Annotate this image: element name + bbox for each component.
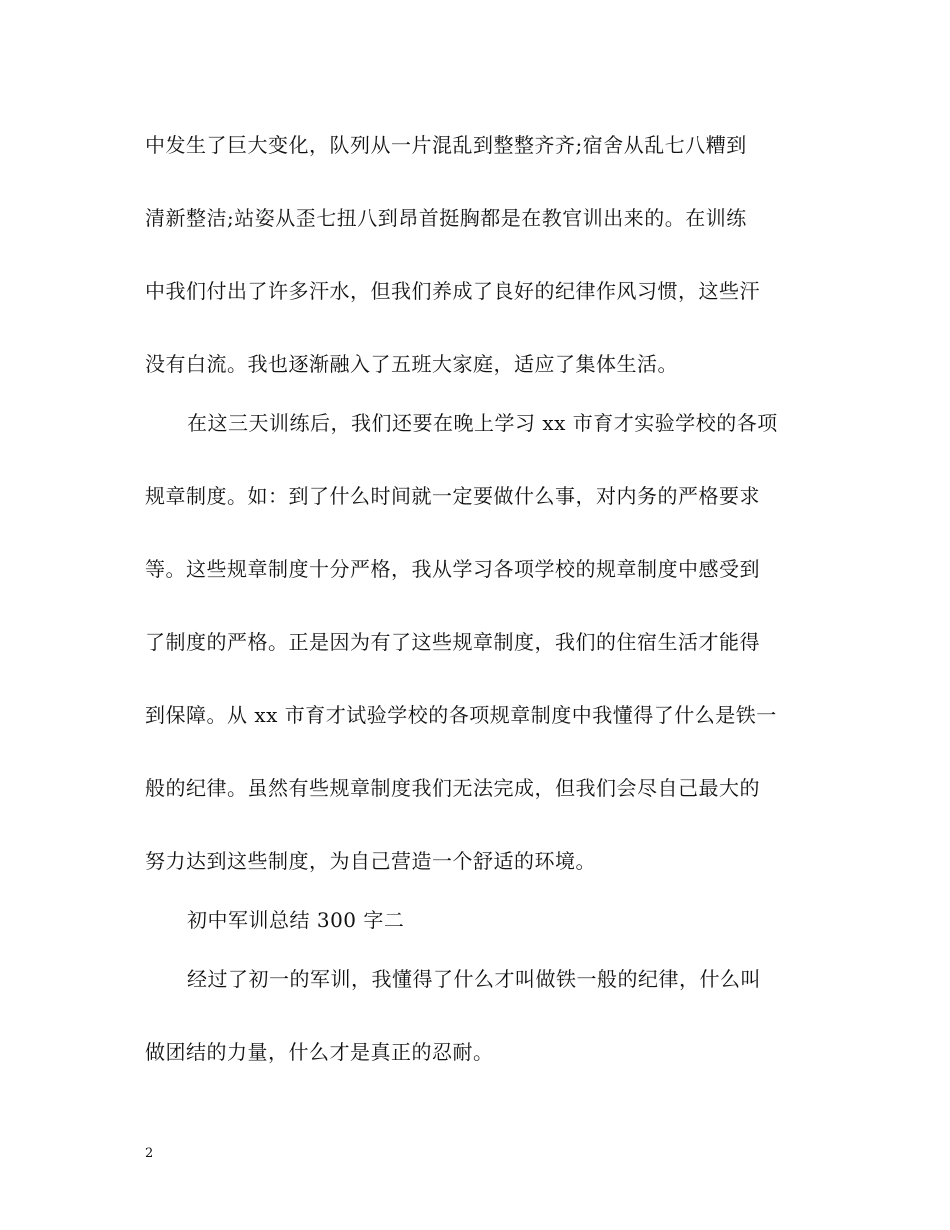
paragraph-3-line-2: 做团结的力量，什么才是真正的忍耐。: [145, 1040, 494, 1064]
paragraph-2-line-5: 到保障。从 xx 市育才试验学校的各项规章制度中我懂得了什么是铁一: [145, 703, 777, 727]
paragraph-2-line-7: 努力达到这些制度，为自己营造一个舒适的环境。: [145, 849, 596, 873]
paragraph-2-line-2: 规章制度。如：到了什么时间就一定要做什么事，对内务的严格要求: [145, 484, 760, 508]
paragraph-1-line-4: 没有白流。我也逐渐融入了五班大家庭，适应了集体生活。: [145, 352, 678, 376]
paragraph-2-line-1: 在这三天训练后，我们还要在晚上学习 xx 市育才实验学校的各项: [187, 411, 778, 435]
paragraph-1-line-2: 清新整洁;站姿从歪七扭八到昂首挺胸都是在教官训出来的。在训练: [145, 206, 747, 230]
paragraph-1-line-1: 中发生了巨大变化，队列从一片混乱到整整齐齐;宿舍从乱七八糟到: [145, 133, 747, 157]
section-heading: 初中军训总结 300 字二: [187, 908, 405, 932]
paragraph-3-line-1: 经过了初一的军训，我懂得了什么才叫做铁一般的纪律，什么叫: [187, 967, 761, 991]
page-number: 2: [145, 1146, 154, 1161]
paragraph-2-line-6: 般的纪律。虽然有些规章制度我们无法完成，但我们会尽自己最大的: [145, 776, 760, 800]
paragraph-2-line-3: 等。这些规章制度十分严格，我从学习各项学校的规章制度中感受到: [145, 557, 760, 581]
paragraph-1-line-3: 中我们付出了许多汗水，但我们养成了良好的纪律作风习惯，这些汗: [145, 279, 760, 303]
paragraph-2-line-4: 了制度的严格。正是因为有了这些规章制度，我们的住宿生活才能得: [145, 630, 760, 654]
